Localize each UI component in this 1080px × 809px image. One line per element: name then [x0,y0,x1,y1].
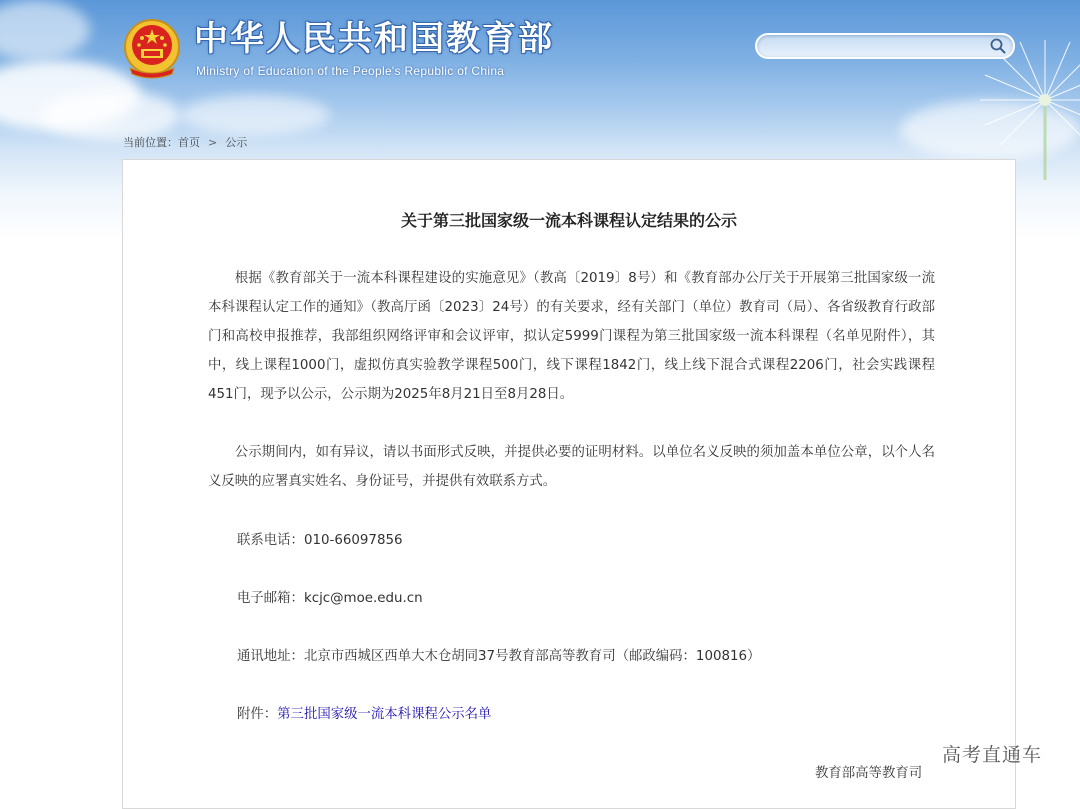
contact-phone [237,529,403,548]
search-icon[interactable] [989,37,1007,55]
national-emblem-icon [122,18,182,80]
phone-label: 联系电话： [237,533,304,548]
email-value: kcjc@moe.edu.cn [303,591,423,606]
search-box [755,33,1015,59]
address-value: 北京市西城区西单大木仓胡同37号教育部高等教育司（邮政编码：100816） [303,649,761,664]
article-paragraph: 根据《教育部关于一流本科课程建设的实施意见》（教高〔2019〕8号）和《教育部办公厅关于开展第三批国家级一流本科课程认定工作的通知》（教高厅函〔2023〕24号）的有关要求，经有关部门（单位）教育司（局）、各省级教育行政部门和高校申报推荐，我部组织网络评审和会议评审，拟认定5999门课程为第三批国家级一流本科课程（名单见附件），其中，线上课程1000门，虚拟仿真实验教学课程500门，线下课程1842门，线上线下混合式课程2206门，社会实践课程451门，现予以公示，公示期为2025年8月21日至8月28日。 [208,271,935,402]
attachment-label: 附件： [237,707,278,722]
site-subtitle: Ministry of Education of the People's Republic of China [196,64,505,78]
cloud [0,0,90,60]
attachment [237,703,491,722]
breadcrumb-item-home[interactable]: 首页 [178,136,200,149]
search-input[interactable] [769,37,983,57]
chevron-right-icon: > [208,136,218,149]
phone-value: 010-66097856 [303,533,403,548]
breadcrumb [123,134,247,150]
cloud [40,90,180,140]
signature: 教育部高等教育司 [815,766,923,781]
article-card [122,159,1016,809]
contact-email [237,587,423,606]
watermark: 高考直通车 [942,744,1043,766]
article-paragraph: 公示期间内，如有异议，请以书面形式反映，并提供必要的证明材料。以单位名义反映的须加盖本单位公章，以个人名义反映的应署真实姓名、身份证号，并提供有效联系方式。 [208,445,935,489]
contact-address [237,645,760,664]
article-title: 关于第三批国家级一流本科课程认定结果的公示 [400,211,737,230]
site-title: 中华人民共和国教育部 [194,19,554,59]
breadcrumb-item-notice[interactable]: 公示 [225,136,248,149]
attachment-link[interactable]: 第三批国家级一流本科课程公示名单 [277,707,492,722]
breadcrumb-prefix: 当前位置： [123,136,178,149]
email-label: 电子邮箱： [237,591,304,606]
address-label: 通讯地址： [237,649,304,664]
cloud [180,95,330,135]
